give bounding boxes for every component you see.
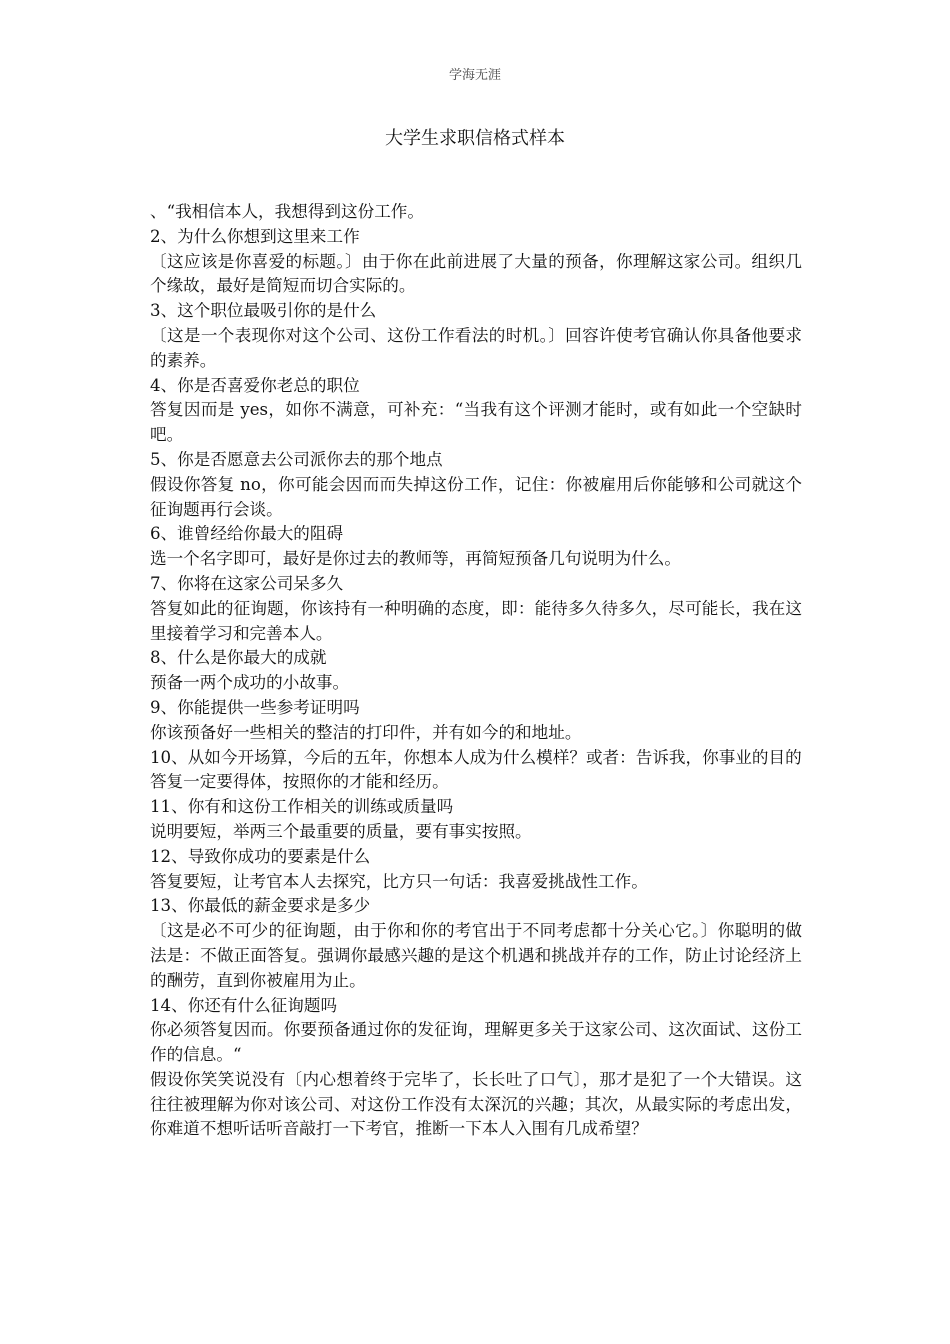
question-6: 6、谁曾经给你最大的阻碍 xyxy=(150,524,344,544)
answer-4: 答复因而是 yes，如你不满意，可补充：“当我有这个评测才能时，或有如此一个空缺时吧。 xyxy=(150,400,802,445)
document-title: 大学生求职信格式样本 xyxy=(385,128,565,149)
answer-2: 〔这应该是你喜爱的标题。〕由于你在此前进展了大量的预备，你理解这家公司。组织几个缘故，最好是简短而切合实际的。 xyxy=(150,251,802,296)
question-13: 13、你最低的薪金要求是多少 xyxy=(150,896,371,916)
answer-8: 预备一两个成功的小故事。 xyxy=(150,673,350,693)
answer-5: 假设你答复 no，你可能会因而而失掉这份工作，记住：你被雇用后你能够和公司就这个征询题再行会谈。 xyxy=(150,474,802,519)
question-9: 9、你能提供一些参考证明吗 xyxy=(150,697,360,717)
answer-11: 说明要短，举两三个最重要的质量，要有事实按照。 xyxy=(150,821,532,841)
question-12: 12、导致你成功的要素是什么 xyxy=(150,846,371,866)
question-7: 7、你将在这家公司呆多久 xyxy=(150,573,344,593)
question-4: 4、你是否喜爱你老总的职位 xyxy=(150,375,360,395)
answer-13: 〔这是必不可少的征询题，由于你和你的考官出于不同考虑都十分关心它。〕你聪明的做法是：不做正面答复。强调你最感兴趣的是这个机遇和挑战并存的工作，防止讨论经济上的酬劳，直到你被雇用为止。 xyxy=(150,921,802,990)
question-2: 2、为什么你想到这里来工作 xyxy=(150,226,360,246)
question-5: 5、你是否愿意去公司派你去的那个地点 xyxy=(150,449,443,469)
question-8: 8、什么是你最大的成就 xyxy=(150,648,327,668)
document-body xyxy=(150,200,802,1142)
answer-7: 答复如此的征询题，你该持有一种明确的态度，即：能待多久待多久，尽可能长，我在这里接着学习和完善本人。 xyxy=(150,598,802,643)
answer-3: 〔这是一个表现你对这个公司、这份工作看法的时机。〕回容许使考官确认你具备他要求的素养。 xyxy=(150,325,802,370)
question-11: 11、你有和这份工作相关的训练或质量吗 xyxy=(150,797,454,817)
question-3: 3、这个职位最吸引你的是什么 xyxy=(150,301,377,321)
answer-12: 答复要短，让考官本人去探究，比方只一句话：我喜爱挑战性工作。 xyxy=(150,871,648,891)
answer-10: 答复一定要得体，按照你的才能和经历。 xyxy=(150,772,449,792)
question-10: 10、从如今开场算，今后的五年，你想本人成为什么模样？或者：告诉我，你事业的目的 xyxy=(150,747,802,767)
answer-9: 你该预备好一些相关的整洁的打印件，并有如今的和地址。 xyxy=(150,722,582,742)
question-14: 14、你还有什么征询题吗 xyxy=(150,995,338,1015)
paragraph-closing: 假设你笑笑说没有〔内心想着终于完毕了，长长吐了口气〕，那才是犯了一个大错误。这往往被理解为你对该公司、对这份工作没有太深沉的兴趣；其次，从最实际的考虑出发，你难道不想听话听音敲打一下考官，推断一下本人入围有几成希望？ xyxy=(150,1069,802,1139)
page-header: 学海无涯 xyxy=(448,68,501,83)
answer-6: 选一个名字即可，最好是你过去的教师等，再简短预备几句说明为什么。 xyxy=(150,549,681,569)
paragraph-intro: 、“我相信本人，我想得到这份工作。 xyxy=(150,202,424,221)
answer-14: 你必须答复因而。你要预备通过你的发征询，理解更多关于这家公司、这次面试、这份工作的信息。“ xyxy=(150,1020,802,1065)
